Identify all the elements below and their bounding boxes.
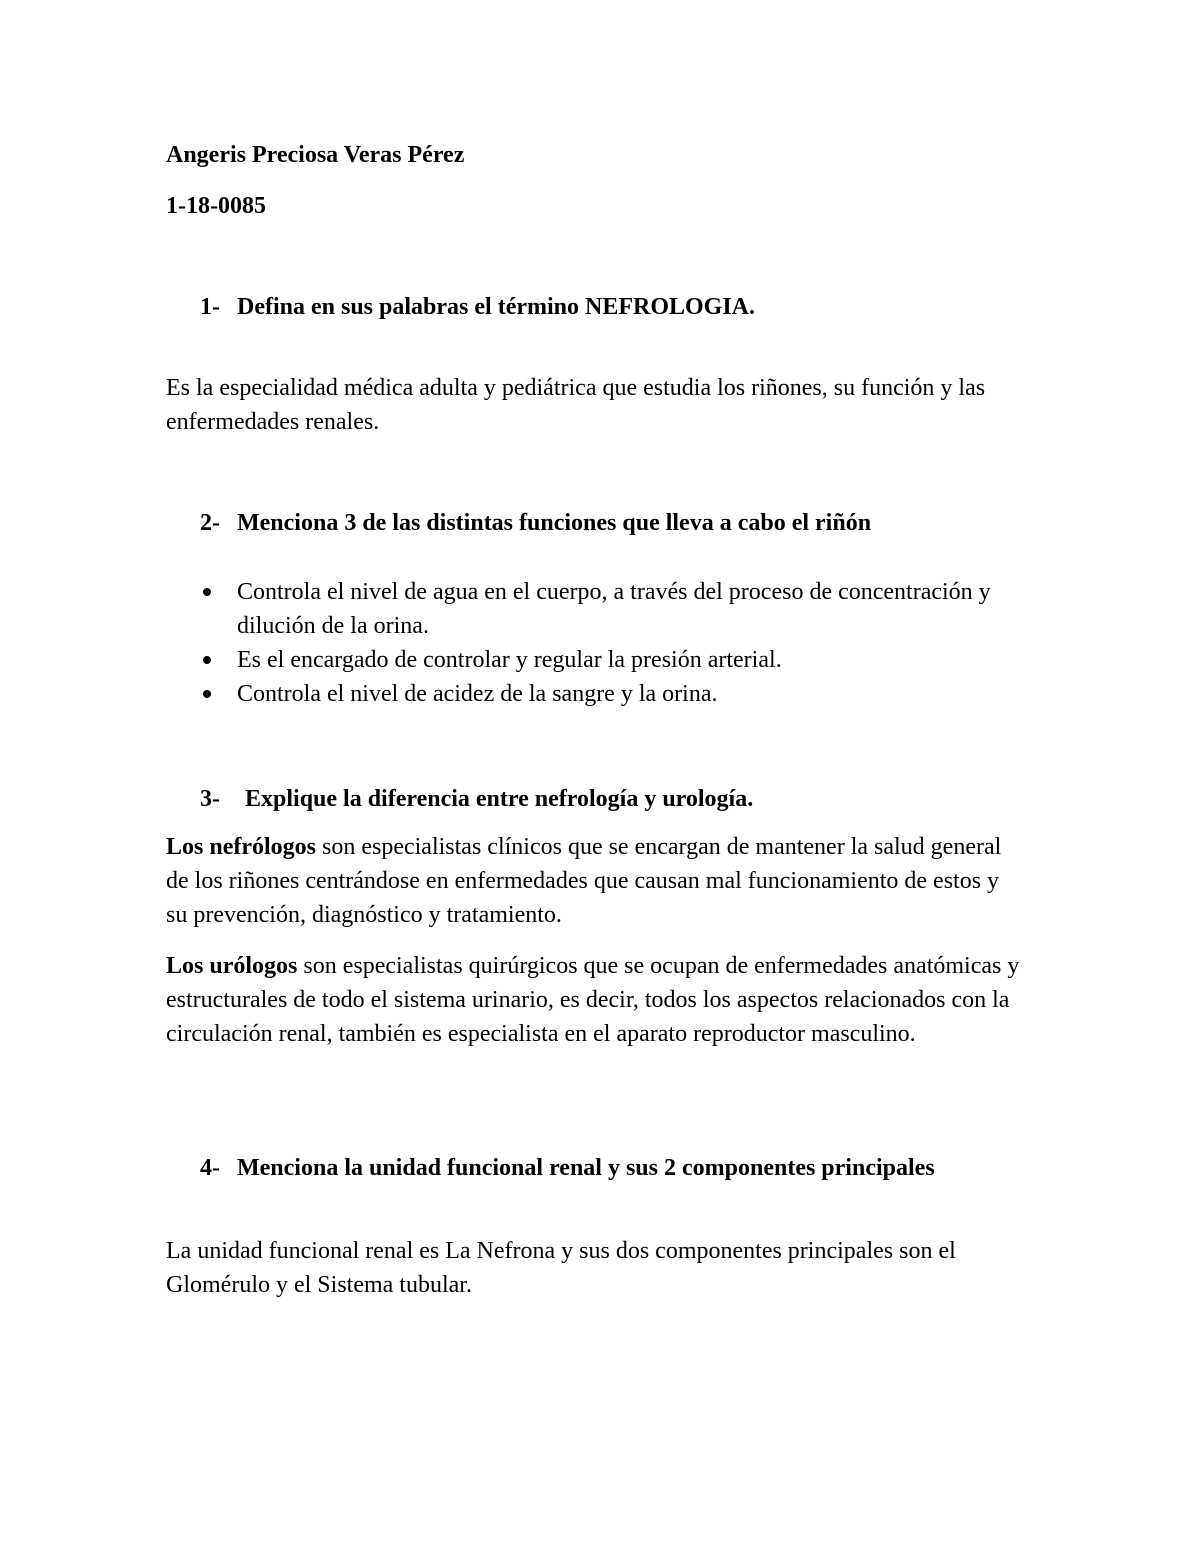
question-1-number: 1-	[200, 294, 220, 320]
question-4-text: Menciona la unidad funcional renal y sus 2 componentes principales	[237, 1155, 935, 1181]
answer-4-text: La unidad funcional renal es La Nefrona y sus dos componentes principales son el Glomérulo y el Sistema tubular.	[166, 1238, 956, 1298]
question-3-text: Explique la diferencia entre nefrología y urología.	[245, 786, 754, 812]
list-item	[166, 575, 1026, 643]
question-3-number: 3-	[200, 786, 220, 812]
question-1-text: Defina en sus palabras el término NEFROLOGIA.	[237, 294, 756, 320]
answer-3-paragraph-nephrologists	[166, 830, 1026, 932]
student-name: Angeris Preciosa Veras Pérez	[166, 142, 465, 168]
list-item	[166, 677, 1026, 711]
bullet-icon	[203, 656, 211, 664]
urologists-term: Los urólogos	[166, 953, 298, 979]
question-2-number: 2-	[200, 510, 220, 536]
answer-1-text: Es la especialidad médica adulta y pediátrica que estudia los riñones, su función y las enfermedades renales.	[166, 375, 986, 435]
list-item-text: Controla el nivel de acidez de la sangre y la orina.	[237, 681, 718, 707]
bullet-icon	[203, 588, 211, 596]
urologists-description: son especialistas quirúrgicos que se ocupan de enfermedades anatómicas y estructurales de todo el sistema urinario, es decir, todos los aspectos relacionados con la circulación renal, también es especialista en el aparato reproductor masculino.	[166, 953, 1020, 1047]
nephrologists-description: son especialistas clínicos que se encargan de mantener la salud general de los riñones centrándose en enfermedades que causan mal funcionamiento de estos y su prevención, diagnóstico y tratamiento.	[166, 834, 1002, 928]
question-4-number: 4-	[200, 1155, 220, 1181]
student-id: 1-18-0085	[166, 193, 266, 219]
list-item-text: Controla el nivel de agua en el cuerpo, a través del proceso de concentración y dilución de la orina.	[237, 579, 991, 639]
list-item-text: Es el encargado de controlar y regular la presión arterial.	[237, 647, 782, 673]
nephrologists-term: Los nefrólogos	[166, 834, 316, 860]
question-2-text: Menciona 3 de las distintas funciones que lleva a cabo el riñón	[237, 510, 872, 536]
functions-list	[166, 575, 1026, 711]
bullet-icon	[203, 690, 211, 698]
answer-3-paragraph-urologists	[166, 949, 1026, 1051]
list-item	[166, 643, 1026, 677]
